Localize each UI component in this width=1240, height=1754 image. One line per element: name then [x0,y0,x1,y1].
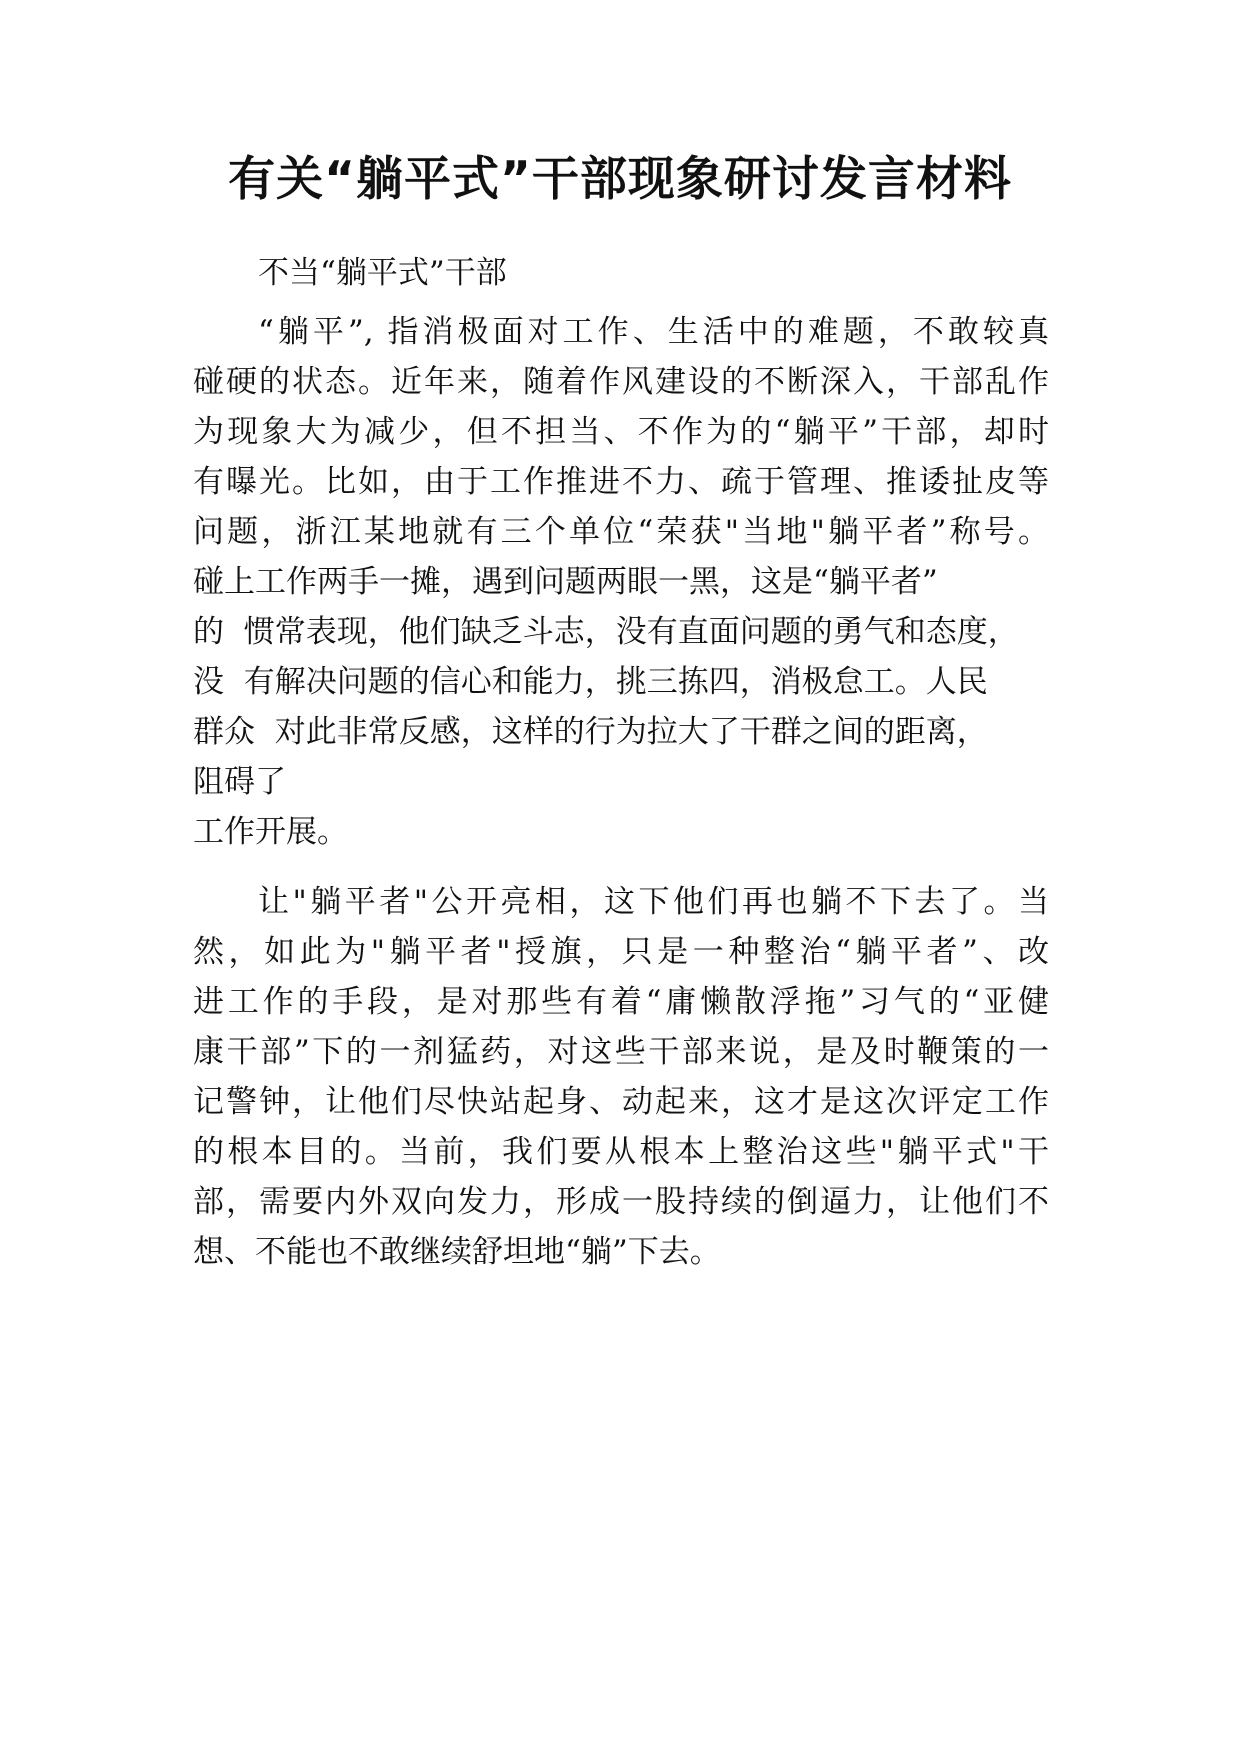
paragraph-1-line-10: 阻碍了 [193,764,286,800]
paragraph-1-line-4: 有曝光。比如，由于工作推进不力、疏于管理、推诿扯皮等 [193,464,1049,500]
document-title: 有关“躺平式”干部现象研讨发言材料 [228,152,1012,207]
paragraph-2-line-5: 记警钟，让他们尽快站起身、动起来，这才是这次评定工作 [193,1084,1049,1120]
paragraph-1-line-5: 问题，浙江某地就有三个单位“荣获"当地"躺平者”称号。 [193,514,1049,550]
paragraph-1-line-2: 碰硬的状态。近年来，随着作风建设的不断深入，干部乱作 [193,364,1049,400]
paragraph-1-line-6: 碰上工作两手一摊，遇到问题两眼一黑，这是“躺平者” [193,564,938,600]
paragraph-1-line-1: “躺平”, 指消极面对工作、生活中的难题，不敢较真 [258,314,1049,350]
paragraph-2-line-1: 让"躺平者"公开亮相，这下他们再也躺不下去了。当 [258,884,1049,920]
paragraph-2-line-8: 想、不能也不敢继续舒坦地“躺”下去。 [193,1234,721,1270]
paragraph-1-line-7: 的 惯常表现，他们缺乏斗志，没有直面问题的勇气和态度， [193,614,1019,650]
paragraph-1-line-3: 为现象大为减少，但不担当、不作为的“躺平”干部，却时 [193,414,1049,450]
paragraph-1-line-9: 群众 对此非常反感，这样的行为拉大了干群之间的距离， [193,714,988,750]
paragraph-1-line-11: 工作开展。 [193,814,348,850]
paragraph-2-line-3: 进工作的手段，是对那些有着“庸懒散浮拖”习气的“亚健 [193,984,1049,1020]
paragraph-2-line-2: 然，如此为"躺平者"授旗，只是一种整治“躺平者”、改 [193,934,1049,970]
paragraph-2-line-7: 部，需要内外双向发力，形成一股持续的倒逼力，让他们不 [193,1184,1049,1220]
paragraph-1-line-8: 没 有解决问题的信心和能力，挑三拣四，消极怠工。人民 [193,664,988,700]
paragraph-2-line-4: 康干部”下的一剂猛药，对这些干部来说，是及时鞭策的一 [193,1034,1049,1070]
paragraph-2-line-6: 的根本目的。当前，我们要从根本上整治这些"躺平式"干 [193,1134,1049,1170]
section-subtitle: 不当“躺平式”干部 [258,255,507,291]
